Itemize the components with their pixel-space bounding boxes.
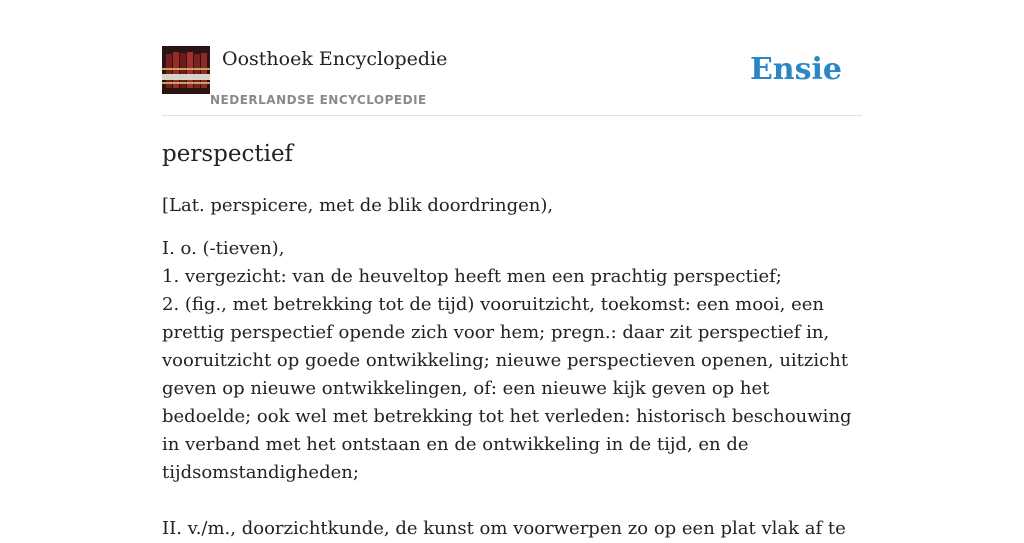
sense-2: II. v./m., doorzichtkunde, de kunst om voorwerpen zo op een plat vlak af te	[162, 518, 846, 539]
sense-1-2: 2. (fig., met betrekking tot de tijd) vooruitzicht, toekomst: een mooi, een prettig perspectief opende zich voor hem; pregn.: daar zit perspectief in, vooruitzicht op goede ontwikkeling; nieuwe perspectieven openen, uitzicht geven op nieuwe ontwikkelingen, of: een nieuwe kijk geven op het bedoelde; ook wel met betrekking tot het verleden: historisch beschouwing in verband met het ontstaan en de ontwikkeling in de tijd, en de tijdsomstandigheden;	[162, 294, 852, 483]
sense-1-1: 1. vergezicht: van de heuveltop heeft men een prachtig perspectief;	[162, 266, 782, 287]
entry-title: perspectief	[162, 141, 294, 167]
sense-1-heading: I. o. (-tieven),	[162, 238, 285, 259]
encyclopedia-books-icon[interactable]	[162, 46, 210, 94]
site-subtitle: NEDERLANDSE ENCYCLOPEDIE	[210, 93, 427, 107]
entry-content	[162, 138, 862, 543]
site-title[interactable]: Oosthoek Encyclopedie	[222, 48, 448, 70]
entry-etymology: [Lat. perspicere, met de blik doordringen),	[162, 195, 554, 216]
entry-definition	[162, 235, 862, 487]
site-header	[162, 46, 862, 116]
brand-logo[interactable]: Ensie	[749, 52, 842, 87]
